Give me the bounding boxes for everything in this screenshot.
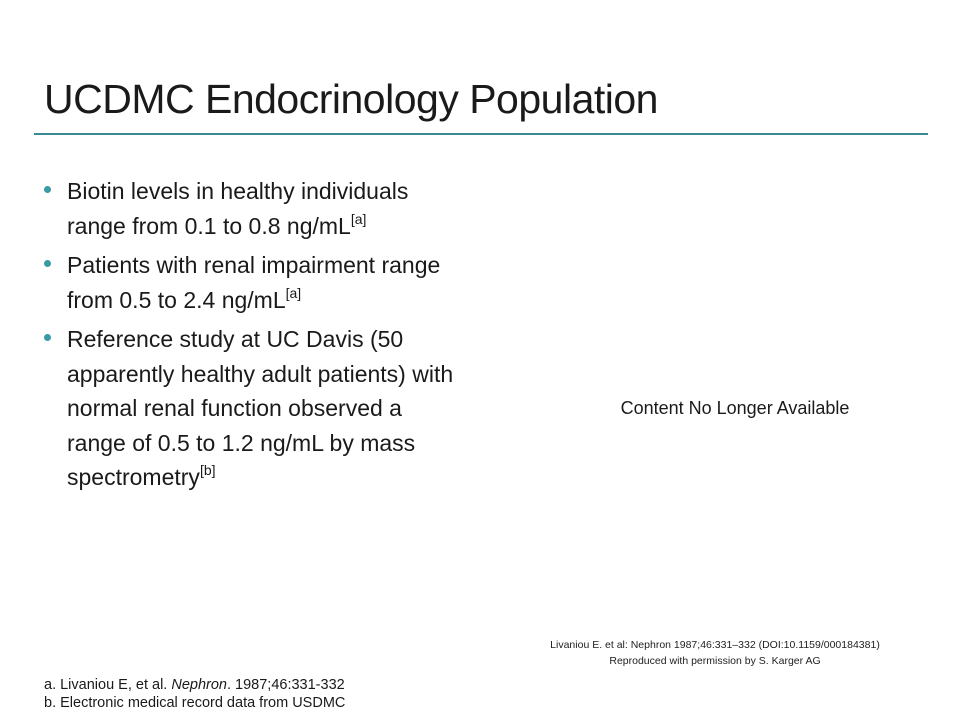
reference-b: b. Electronic medical record data from USDMC (44, 695, 346, 711)
references (44, 676, 345, 712)
citation-marker: [a] (350, 210, 367, 227)
bullet-text: Patients with renal impairment range from 0.5 to 2.4 ng/mL (67, 252, 441, 313)
bullet-text: Biotin levels in healthy individuals range from 0.1 to 0.8 ng/mL (67, 178, 409, 239)
bullet-item (44, 322, 464, 495)
reference-a: a. Livaniou E, et al. Nephron. 1987;46:331-332 (44, 677, 345, 693)
citation-marker: [a] (285, 284, 302, 301)
slide-title: UCDMC Endocrinology Population (44, 76, 658, 122)
figure-credit (510, 637, 920, 669)
journal-name: Nephron (171, 677, 227, 693)
bullet-text: Reference study at UC Davis (50 apparently healthy adult patients) with normal renal function observed a range of 0.5 to 1.2 ng/mL by mass spectrometry (67, 326, 454, 490)
citation-marker: [b] (199, 462, 216, 478)
bullet-dot-icon (44, 334, 51, 341)
bullet-item (44, 174, 464, 243)
credit-citation: Livaniou E. et al: Nephron 1987;46:331–332 (DOI:10.1159/000184381) (550, 639, 880, 651)
credit-permission: Reproduced with permission by S. Karger AG (609, 655, 821, 667)
bullet-dot-icon (44, 260, 51, 267)
figure-placeholder: Content No Longer Available (620, 398, 850, 418)
bullet-dot-icon (44, 186, 51, 193)
bullet-item (44, 248, 464, 317)
bullet-list (44, 174, 464, 500)
title-divider (34, 133, 928, 135)
